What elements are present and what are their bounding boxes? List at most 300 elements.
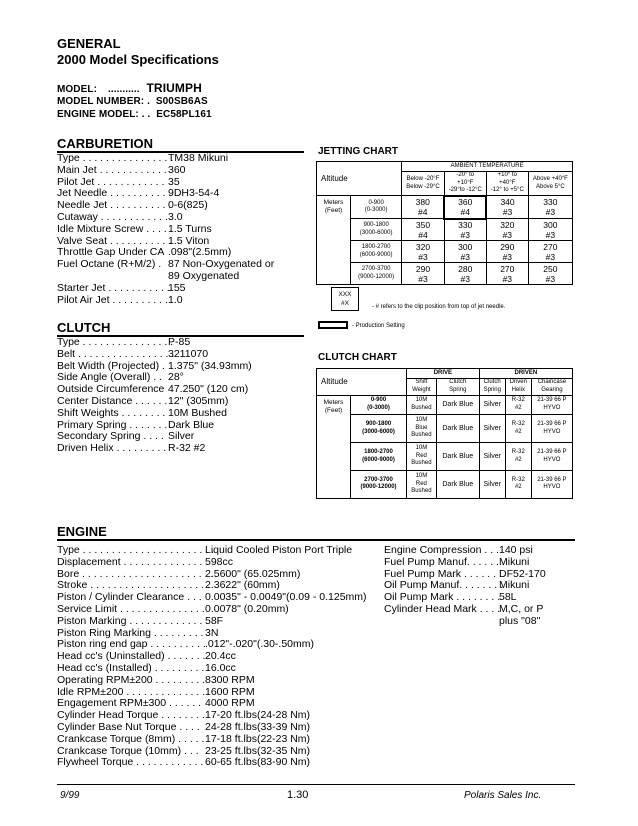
engine-rule: [57, 539, 575, 541]
spec-row: [384, 604, 546, 616]
spec-row: [57, 675, 367, 687]
spec-label: Main Jet . . . . . . . . . . . .: [57, 163, 167, 176]
cell-line: #2: [514, 428, 522, 435]
cell-line: Blue: [415, 424, 428, 431]
cell-line: Below -29°C: [406, 183, 440, 190]
clutch-table: [316, 368, 573, 499]
spec-label: Service Limit . . . . . . . . . . . . . . .: [57, 602, 205, 615]
spec-value: 2.3622" (60mm): [205, 579, 280, 592]
cell-line: 1800-2700: [364, 448, 393, 455]
cell-line: Spring: [449, 387, 467, 393]
spec-label: Flywheel Torque . . . . . . . . . . . . .: [57, 756, 210, 769]
spec-value: P-85: [168, 336, 191, 348]
spec-value: 87 Non-Oxygenated or: [168, 258, 275, 271]
jet-row: [317, 196, 573, 219]
spec-value: 1.5 Turns: [168, 222, 212, 235]
altitude-range: [351, 263, 402, 285]
model-number-row: [57, 96, 208, 107]
cell-line: 330: [543, 197, 558, 208]
spec-value: 28°: [168, 371, 184, 384]
cell-line: 290: [415, 263, 431, 274]
cell-line: #4: [418, 229, 428, 240]
spec-value: R-32 #2: [168, 442, 206, 455]
jet-cell: [486, 196, 528, 219]
cell-line: (Feet): [324, 406, 343, 414]
jet-cell: [528, 196, 572, 219]
cell-line: -20° to: [456, 172, 475, 178]
cell-line: R-32: [511, 476, 525, 483]
model-row: [57, 81, 202, 95]
cell-line: 900-1800: [363, 222, 389, 229]
engine-title: ENGINE: [57, 524, 107, 539]
cell-line: (0-3000): [364, 207, 388, 214]
cell-line: +40°F: [499, 179, 516, 186]
cell-line: #3: [502, 229, 513, 240]
production-setting-box: [318, 321, 348, 329]
cell-line: #3: [460, 230, 470, 240]
spec-value: .098"(2.5mm): [168, 246, 232, 259]
driven-spring-cell: Silver: [479, 396, 505, 415]
cell-line: 21-39 66 P: [537, 476, 567, 483]
spec-label: Belt Width (Projected) .: [57, 359, 165, 372]
cell-line: HYVO: [543, 456, 561, 463]
cell-line: #3: [418, 251, 428, 262]
cell-line: (3000-6000): [362, 428, 395, 435]
spec-label: Valve Seat . . . . . . . . . . .: [57, 234, 172, 247]
spec-row: [57, 722, 367, 734]
cell-line: 340: [500, 197, 515, 208]
cell-line: #3: [460, 251, 470, 262]
spec-value: 1.0: [168, 293, 183, 306]
spec-row: [57, 165, 274, 177]
clutch-chart: [316, 368, 573, 499]
spec-label: Throttle Gap Under CA: [57, 246, 165, 259]
cell-line: Bushed: [411, 488, 432, 495]
spec-row: [57, 349, 252, 361]
spec-label: Stroke . . . . . . . . . . . . . . . . . . . . .: [57, 579, 210, 592]
clutch-column-header: [505, 379, 531, 396]
spec-value: M,C, or P: [499, 602, 544, 615]
clutch-specs: [57, 337, 252, 455]
spec-value: 598cc: [205, 555, 234, 568]
clutch-row: [317, 415, 573, 443]
engine-model-value: EC58PL161: [156, 109, 212, 120]
spec-value: 35: [168, 175, 180, 188]
spec-value: Dark Blue: [168, 418, 215, 431]
spec-row: [384, 616, 546, 628]
cell-line: #2: [514, 484, 522, 491]
cell-line: 0-900: [368, 199, 384, 206]
spec-value: 3N: [205, 626, 219, 639]
cell-line: 21-39 66 P: [537, 420, 567, 427]
cell-line: (Feet): [324, 206, 343, 214]
spec-row: [57, 224, 274, 236]
cell-line: #4: [418, 207, 428, 218]
jetting-key-note: - # refers to the clip position from top of jet needle.: [372, 304, 506, 310]
spec-value: 3211070: [168, 347, 209, 360]
spec-label: Cylinder Head Torque . . . . . . . .: [57, 709, 206, 722]
spec-row: [57, 604, 367, 616]
spec-row: [57, 295, 274, 307]
cell-line: 21-39 66 P: [537, 397, 567, 404]
cell-line: #3: [502, 207, 513, 218]
engine-specs-left: [57, 545, 367, 769]
spec-label: Piston Ring Marking . . . . . . . . .: [57, 626, 204, 639]
spec-value: 3.0: [168, 210, 183, 223]
cell-line: +10°F: [457, 179, 474, 186]
spec-label: Head cc's (Installed) . . . . . . . . .: [57, 661, 205, 674]
jet-cell: [444, 241, 486, 263]
drive-spring-cell: Dark Blue: [436, 470, 479, 498]
spec-value: 0.0035" - 0.0049"(0.09 - 0.125mm): [205, 591, 367, 604]
spec-label: Cylinder Base Nut Torque . . . .: [57, 720, 200, 733]
cell-line: 10M: [415, 397, 428, 404]
spec-value: 24-28 ft.lbs(33-39 Nm): [205, 720, 311, 733]
jet-cell: [402, 196, 444, 219]
temp-column-header: [444, 172, 486, 196]
spec-label: Engine Compression . . .: [384, 544, 499, 556]
spec-label: Jet Needle . . . . . . . . . . .: [57, 187, 172, 200]
ambient-temp-header: AMBIENT TEMPERATURE: [402, 162, 573, 172]
altitude-range: [351, 219, 402, 241]
spec-value: 0-6(825): [168, 199, 208, 212]
cell-line: 300: [543, 219, 558, 230]
spec-label: Type . . . . . . . . . . . . . . . .: [57, 336, 174, 348]
spec-value: 4000 RPM: [205, 697, 255, 710]
cell-line: (6000-9000): [359, 251, 393, 258]
spec-label: Center Distance . . . . . .: [57, 394, 168, 407]
cell-line: 10M: [415, 417, 428, 424]
spec-value: 2.5600" (65.025mm): [205, 567, 301, 580]
spec-value: 58F: [205, 614, 224, 627]
drive-spring-cell: Dark Blue: [436, 415, 479, 443]
spec-value: Liquid Cooled Piston Port Triple: [205, 544, 353, 556]
driven-helix-cell: [505, 470, 531, 498]
production-setting-note: - Production Setting: [352, 323, 405, 329]
drive-header: DRIVE: [407, 369, 480, 379]
spec-row: [57, 443, 252, 455]
spec-value: 10M Bushed: [168, 406, 227, 419]
spec-row: [57, 734, 367, 746]
cell-line: Meters: [323, 199, 344, 207]
spec-value: 155: [168, 281, 186, 294]
cell-line: (9000-12000): [360, 484, 397, 491]
cell-line: #3: [460, 273, 470, 284]
driven-helix-cell: [505, 443, 531, 471]
spec-value: 8300 RPM: [205, 673, 255, 686]
temp-column-header: [528, 172, 572, 196]
spec-label: Engagement RPM±300 . . . . . .: [57, 697, 202, 710]
cell-line: (0-3000): [367, 405, 390, 412]
cell-line: Red: [415, 452, 427, 459]
engine-model-label: ENGINE MODEL: . .: [57, 109, 151, 120]
cell-line: Red: [415, 480, 427, 487]
clutch-row: [317, 443, 573, 471]
spec-label: Displacement . . . . . . . . . . . . . .: [57, 555, 203, 568]
spec-label: Head cc's (Uninstalled) . . . . . . .: [57, 650, 206, 663]
cell-line: #3: [502, 273, 513, 284]
shift-weight-cell: [407, 396, 437, 415]
jetting-key-box: [331, 287, 359, 311]
jet-cell: [528, 241, 572, 263]
cell-line: #3: [418, 273, 428, 284]
engine-model-row: [57, 109, 212, 120]
cell-line: 270: [500, 263, 515, 274]
chaincase-gearing-cell: [531, 415, 572, 443]
cell-line: 350: [415, 219, 431, 230]
jet-cell: [402, 263, 444, 285]
cell-line: 10M: [415, 473, 428, 480]
cell-line: Bushed: [411, 405, 432, 412]
footer-date: 9/99: [60, 790, 80, 801]
cell-line: #4: [460, 207, 470, 218]
cell-line: Driven: [509, 379, 527, 386]
jet-cell: [486, 263, 528, 285]
altitude-range: [351, 396, 407, 415]
footer-page-number: 1.30: [287, 789, 309, 801]
carburetion-title: CARBURETION: [57, 136, 154, 151]
cell-line: 2700-3700: [361, 266, 391, 272]
model-dots: ...........: [107, 84, 140, 95]
cell-line: 1800-2700: [361, 244, 391, 251]
cell-line: Spring: [483, 387, 501, 393]
spec-value: 1.375" (34.93mm): [168, 359, 252, 372]
cell-line: Clutch: [449, 379, 467, 386]
cell-line: #3: [502, 251, 513, 262]
cell-line: 380: [415, 197, 430, 208]
cell-line: #2: [514, 405, 522, 412]
jetting-chart-title: JETTING CHART: [318, 146, 398, 157]
driven-helix-cell: [505, 415, 531, 443]
spec-label: Side Angle (Overall) . .: [57, 371, 163, 384]
jet-cell: [486, 241, 528, 263]
cell-line: #3: [545, 229, 556, 240]
spec-value: 140 psi: [499, 544, 533, 556]
clutch-row: [317, 396, 573, 415]
footer-rule: [57, 784, 575, 785]
cell-line: (6000-9000): [362, 456, 395, 463]
spec-label: Type . . . . . . . . . . . . . . . .: [57, 152, 174, 164]
cell-line: 10M: [415, 445, 428, 452]
jetting-table: [316, 161, 573, 285]
spec-label: Fuel Pump Manuf. . . . . . .: [384, 555, 505, 568]
cell-line: #2: [514, 456, 522, 463]
cell-line: Clutch: [483, 379, 501, 386]
cell-line: #3: [545, 273, 556, 284]
cell-line: 320: [415, 241, 431, 252]
cell-line: 0-900: [370, 397, 387, 404]
jet-cell: [528, 263, 572, 285]
clutch-column-header: [479, 379, 505, 396]
cell-line: Below -20°F: [406, 176, 440, 183]
altitude-range: [351, 196, 402, 219]
spec-value: 89 Oxygenated: [168, 269, 240, 282]
spec-label: Outside Circumference: [57, 383, 165, 396]
cell-line: Gearing: [541, 387, 563, 393]
drive-spring-cell: Dark Blue: [436, 396, 479, 415]
spec-value: 360: [168, 163, 186, 176]
spec-label: Bore . . . . . . . . . . . . . . . . . . . . . . .: [57, 567, 214, 580]
spec-row: [57, 212, 274, 224]
spec-value: 16.0cc: [205, 661, 236, 674]
spec-label: Pilot Jet . . . . . . . . . . . .: [57, 175, 165, 188]
cell-line: Meters: [323, 399, 344, 406]
altitude-range: [351, 241, 402, 263]
spec-label: Primary Spring . . . . . . .: [57, 418, 168, 431]
spec-label: Operating RPM±200 . . . . . . . . .: [57, 673, 206, 686]
cell-line: (3000-6000): [359, 229, 393, 236]
jetting-chart: [316, 161, 573, 285]
jet-header-row: [317, 162, 573, 172]
carburetion-specs: [57, 153, 274, 306]
chaincase-gearing-cell: [531, 443, 572, 471]
altitude-range: [351, 415, 407, 443]
shift-weight-cell: [407, 415, 437, 443]
spec-label: Piston / Cylinder Clearance . . .: [57, 591, 202, 604]
cell-line: Above +40°F: [532, 176, 568, 183]
jet-cell: [486, 219, 528, 241]
key-box-line2: #X: [341, 300, 349, 307]
drive-spring-cell: Dark Blue: [436, 443, 479, 471]
altitude-header: Altitude: [317, 162, 402, 196]
jet-row: [317, 263, 573, 285]
cell-line: HYVO: [543, 405, 561, 412]
cell-line: Shift: [415, 379, 428, 386]
spec-row: [57, 408, 252, 420]
cell-line: +10° to: [497, 172, 517, 179]
driven-helix-cell: [505, 396, 531, 415]
chaincase-gearing-cell: [531, 470, 572, 498]
spec-label: Driven Helix . . . . . . . . .: [57, 442, 167, 455]
clutch-group-row: [317, 369, 573, 379]
spec-label: [384, 616, 499, 628]
cell-line: -29°to -12°C: [448, 187, 482, 194]
spec-label: Idle RPM±200 . . . . . . . . . . . . . .: [57, 685, 206, 698]
altitude-header: Altitude: [317, 369, 407, 396]
jet-cell: [444, 263, 486, 285]
spec-label: Crankcase Torque (8mm) . . . . .: [57, 732, 205, 745]
spec-value: DF52-170: [499, 567, 546, 580]
spec-row: [57, 663, 367, 675]
spec-value: 23-25 ft.lbs(32-35 Nm): [205, 744, 311, 757]
spec-value: 1600 RPM: [205, 685, 255, 698]
jet-row: [317, 219, 573, 241]
jet-cell: [402, 219, 444, 241]
cell-line: R-32: [511, 448, 525, 455]
spec-label: Belt . . . . . . . . . . . . . . . . .: [57, 347, 175, 360]
meters-label: [317, 396, 351, 499]
spec-label: Fuel Octane (R+M/2) .: [57, 258, 162, 271]
cell-line: 290: [500, 241, 515, 252]
spec-value: 12" (305mm): [168, 394, 229, 407]
cell-line: 360: [458, 197, 473, 208]
model-number-label: MODEL NUMBER: .: [57, 96, 150, 107]
jet-row: [317, 241, 573, 263]
spec-value: 0.0078" (0.20mm): [205, 602, 289, 615]
spec-row: [57, 396, 252, 408]
spec-label: Secondary Spring . . . .: [57, 430, 164, 443]
spec-label: Oil Pump Manuf. . . . . . . .: [384, 579, 504, 592]
cell-line: Chaincase: [537, 379, 567, 386]
model-value: TRIUMPH: [146, 81, 202, 95]
spec-label: [57, 271, 168, 283]
spec-value: 17-18 ft.lbs(22-23 Nm): [205, 732, 311, 745]
cell-line: Bushed: [411, 432, 432, 439]
cell-line: HYVO: [543, 428, 561, 435]
driven-spring-cell: Silver: [479, 470, 505, 498]
jet-cell: [444, 196, 486, 219]
spec-label: Piston Marking . . . . . . . . . . . . .: [57, 614, 203, 627]
spec-label: Oil Pump Mark . . . . . . . .: [384, 591, 501, 604]
altitude-range: [351, 470, 407, 498]
spec-label: Pilot Air Jet . . . . . . . . . .: [57, 293, 168, 306]
spec-row: [57, 283, 274, 295]
cell-line: Helix: [511, 387, 525, 393]
jet-cell: [444, 219, 486, 241]
spec-value: TM38 Mikuni: [168, 152, 229, 164]
jet-cell: [402, 241, 444, 263]
clutch-row: [317, 470, 573, 498]
cell-line: 21-39 66 P: [537, 448, 567, 455]
spec-row: [57, 616, 367, 628]
cell-line: HYVO: [543, 484, 561, 491]
cell-line: (9000-12000): [358, 273, 395, 280]
model-label: MODEL:: [57, 84, 98, 95]
spec-value: 17-20 ft.lbs(24-28 Nm): [205, 709, 311, 722]
cell-line: #3: [545, 251, 556, 262]
cell-line: 900-1800: [365, 420, 392, 427]
clutch-column-header: [407, 379, 437, 396]
chaincase-gearing-cell: [531, 396, 572, 415]
clutch-title: CLUTCH: [57, 320, 111, 335]
temp-column-header: [486, 172, 528, 196]
driven-header: DRIVEN: [479, 369, 572, 379]
cell-line: 2700-3700: [364, 476, 393, 483]
cell-line: 330: [458, 220, 473, 230]
spec-value: 60-65 ft.lbs(83-90 Nm): [205, 756, 311, 769]
spec-label: Idle Mixture Screw . . . .: [57, 222, 167, 235]
spec-label: Cutaway . . . . . . . . . . . .: [57, 210, 168, 223]
cell-line: Above 5°C: [536, 183, 565, 190]
key-box-line1: XXX: [338, 291, 352, 298]
spec-label: Crankcase Torque (10mm) . . .: [57, 744, 199, 757]
clutch-chart-title: CLUTCH CHART: [318, 352, 397, 363]
altitude-range: [351, 443, 407, 471]
spec-label: Starter Jet . . . . . . . . . . .: [57, 281, 170, 294]
driven-spring-cell: Silver: [479, 415, 505, 443]
spec-row: [57, 757, 367, 769]
header-line1: GENERAL: [57, 36, 121, 51]
meters-label: [317, 196, 351, 285]
driven-spring-cell: Silver: [479, 443, 505, 471]
spec-label: Piston ring end gap . . . . . . . . . .: [57, 638, 206, 651]
temp-column-header: [402, 172, 444, 196]
spec-value: Silver: [168, 430, 195, 443]
cell-line: Weight: [412, 387, 431, 393]
cell-line: 270: [543, 241, 558, 252]
spec-label: Shift Weights . . . . . . . .: [57, 406, 166, 419]
spec-value: Mikuni: [499, 579, 530, 592]
spec-value: 9DH3-54-4: [168, 187, 220, 200]
cell-line: R-32: [511, 397, 525, 404]
cell-line: R-32: [511, 420, 525, 427]
engine-specs-right: [384, 545, 546, 628]
spec-label: Type . . . . . . . . . . . . . . . . . . . . . . .: [57, 544, 214, 556]
header-line2: 2000 Model Specifications: [57, 52, 219, 67]
cell-line: -12° to +5°C: [490, 187, 524, 194]
cell-line: 250: [543, 263, 558, 274]
spec-row: [384, 557, 546, 569]
